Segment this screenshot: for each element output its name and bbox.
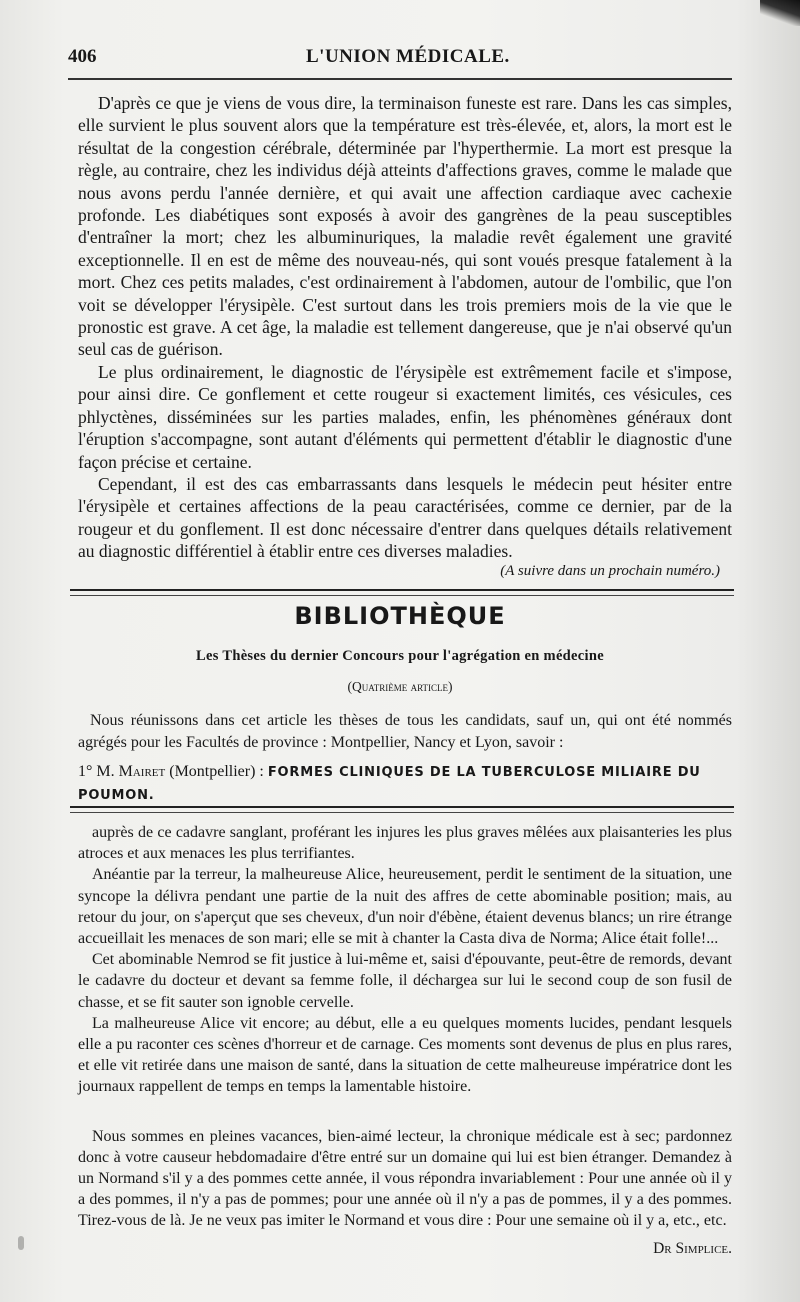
section-divider [70,589,734,596]
bibliotheque-intro [78,710,732,753]
feuilleton-paragraph-4: La malheureuse Alice vit encore; au début, elle a eu quelques moments lucides, pendant lesquels elle a pu raconter ces scènes d'horreur et de carnage. Ces moments sont devenus de plus en plus rares, et elle vit retirée dans une maison de santé, dans la situation de cette malheureuse impératrice dont les journaux rappellent de temps en temps la lamentable histoire. [78,1014,732,1096]
continued-note: (A suivre dans un prochain numéro.) [500,563,720,579]
section-title: BIBLIOTHÈQUE [294,602,506,630]
page-corner-shadow [760,0,800,26]
section-subtitle: Les Thèses du dernier Concours pour l'agrégation en médecine [196,648,604,664]
running-title: L'UNION MÉDICALE. [306,46,510,67]
item-title: FORMES CLINIQUES DE LA TUBERCULOSE MILIAIRE DU POUMON. [78,765,701,803]
page-number: 406 [68,46,97,67]
header-rule [68,78,732,80]
thesis-item [78,761,732,806]
item-place: (Montpellier) : [169,763,264,780]
feuilleton-divider [70,806,734,813]
ink-spot [18,1236,24,1250]
item-author: Mairet [118,763,166,780]
feuilleton-paragraph-3: Cet abominable Nemrod se fit justice à lui-même et, saisi d'épouvante, peut-être de remords, devant le cadavre du docteur et devant sa femme folle, il déchargea sur lui le second coup de son fusil de chasse, et se fit sauter son ignoble cervelle. [78,951,732,1011]
article-label: (Quatrième article) [347,679,453,694]
feuilleton-paragraph-1: auprès de ce cadavre sanglant, proférant les injures les plus graves mêlées aux plaisanteries les plus atroces et aux menaces les plus terrifiantes. [78,824,732,863]
paragraph-gap [78,1098,732,1126]
intro-paragraph: Nous réunissons dans cet article les thèses de tous les candidats, sauf un, qui ont été nommés agrégés pour les Facultés de province : Montpellier, Nancy et Lyon, savoir : [78,712,732,751]
article-paragraph-2: Le plus ordinairement, le diagnostic de l'érysipèle est extrêmement facile et s'impose, pour ainsi dire. Ce gonflement et cette rougeur si exactement limités, ces vésicules, ces phlyctènes, disséminées sur les parties malades, enfin, les phénomènes généraux dont l'éruption s'accompagne, sont autant d'éléments qui permettent d'établir le diagnostic d'une façon précise et certaine. [78,361,732,472]
article-body [78,92,732,563]
feuilleton-body [78,822,732,1232]
article-paragraph-1: D'après ce que je viens de vous dire, la terminaison funeste est rare. Dans les cas simples, elle survient le plus souvent alors que la température est très-élevée, et, alors, la mort est le résultat de la congestion cérébrale, déterminée par l'hyperthermie. La mort est presque la règle, au contraire, chez les individus déjà atteints d'affections graves, comme le malade que nous avons perdu l'année dernière, et qui avait une affection cardiaque avec cachexie profonde. Les diabétiques sont exposés à avoir des gangrènes de la peau susceptibles d'entraîner la mort; chez les albuminuriques, la maladie revêt également une gravité exceptionnelle. Il en est de même des nouveau-nés, qui sont voués presque fatalement à la mort. Chez ces petits malades, c'est ordinairement à l'abdomen, autour de l'ombilic, que l'on voit se développer l'érysipèle. C'est surtout dans les trois premiers mois de la vie que le pronostic est grave. A cet âge, la maladie est tellement dangereuse, que je n'ai observé qu'un seul cas de guérison. [78,93,732,360]
signature: Dr Simplice. [653,1240,732,1257]
item-number: 1° M. [78,763,115,780]
page-header [68,46,736,74]
feuilleton-paragraph-2: Anéantie par la terreur, la malheureuse Alice, heureusement, perdit le sentiment de la situation, une syncope la délivra pendant une partie de la nuit des affres de cette abominable position; mais, au retour du jour, on s'aperçut que ses cheveux, d'un noir d'ébène, étaient devenus blancs; un rire étrange accueillait les menaces de son mari; elle se mit à chanter la Casta diva de Norma; Alice était folle!... [78,866,732,948]
feuilleton-paragraph-5: Nous sommes en pleines vacances, bien-aimé lecteur, la chronique médicale est à sec; pardonnez donc à votre causeur hebdomadaire d'être entré sur un domaine qui lui est bien étranger. Demandez à un Normand s'il y a des pommes cette année, il vous répondra invariablement : Pour une année où il y a des pommes, il n'y a pas de pommes; pour une année où il n'y a pas de pommes, il y a des pommes. Tirez-vous de là. Je ne veux pas imiter le Normand et vous dire : Pour une semaine où il y a, etc., etc. [78,1127,732,1230]
article-paragraph-3: Cependant, il est des cas embarrassants dans lesquels le médecin peut hésiter entre l'érysipèle et certaines affections de la peau caractérisées, comme ce dernier, par de la rougeur et du gonflement. Il est donc nécessaire d'entrer dans quelques détails relativement au diagnostic différentiel à établir entre ces diverses maladies. [78,473,732,562]
